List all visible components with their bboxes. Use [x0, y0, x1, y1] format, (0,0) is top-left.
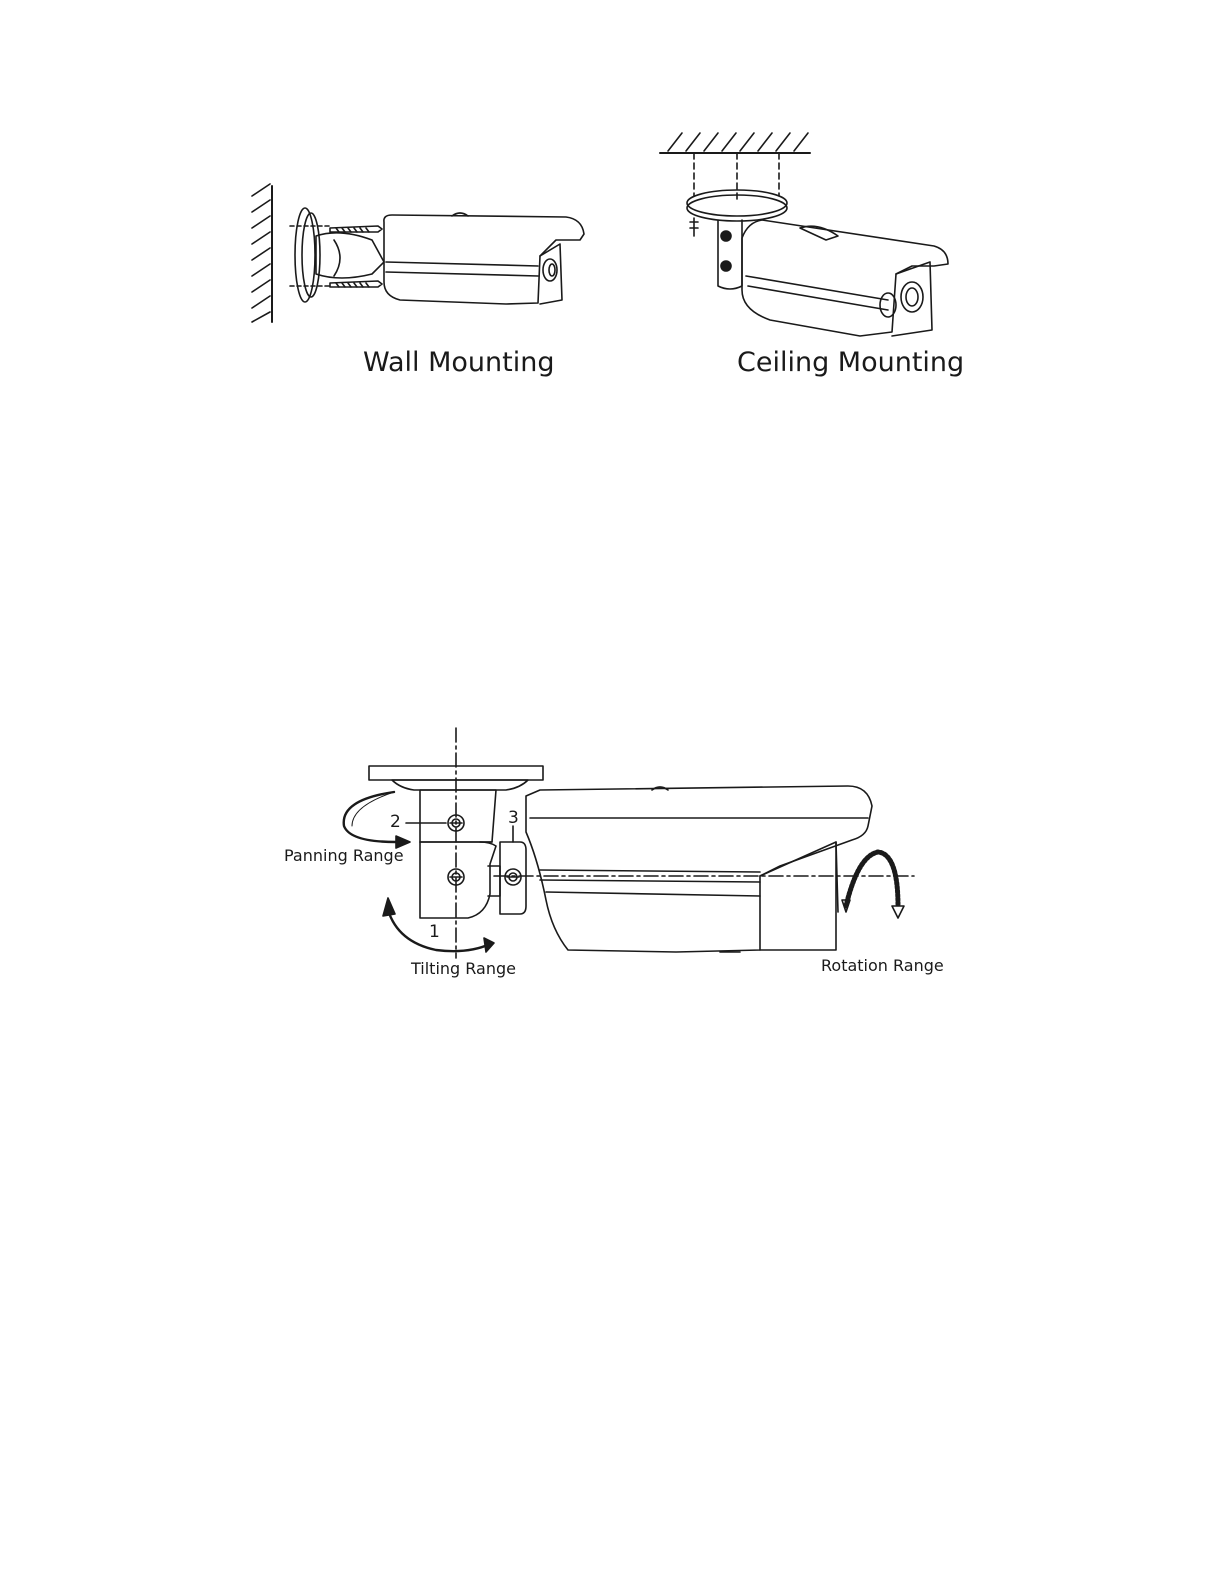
rotation-collar — [500, 826, 526, 914]
callout-number-3: 3 — [508, 808, 519, 828]
wall-mounting-caption: Wall Mounting — [363, 347, 555, 378]
bracket-arm — [420, 790, 500, 918]
camera-body-side — [526, 786, 872, 952]
tilting-range-label: Tilting Range — [411, 959, 516, 978]
rotation-range-label: Rotation Range — [821, 956, 944, 975]
ceiling-mounting-caption: Ceiling Mounting — [737, 347, 965, 378]
panning-range-label: Panning Range — [284, 846, 404, 865]
rotation-arrow — [842, 852, 904, 918]
callout-number-1: 1 — [429, 922, 440, 942]
callout-number-2: 2 — [390, 812, 401, 832]
